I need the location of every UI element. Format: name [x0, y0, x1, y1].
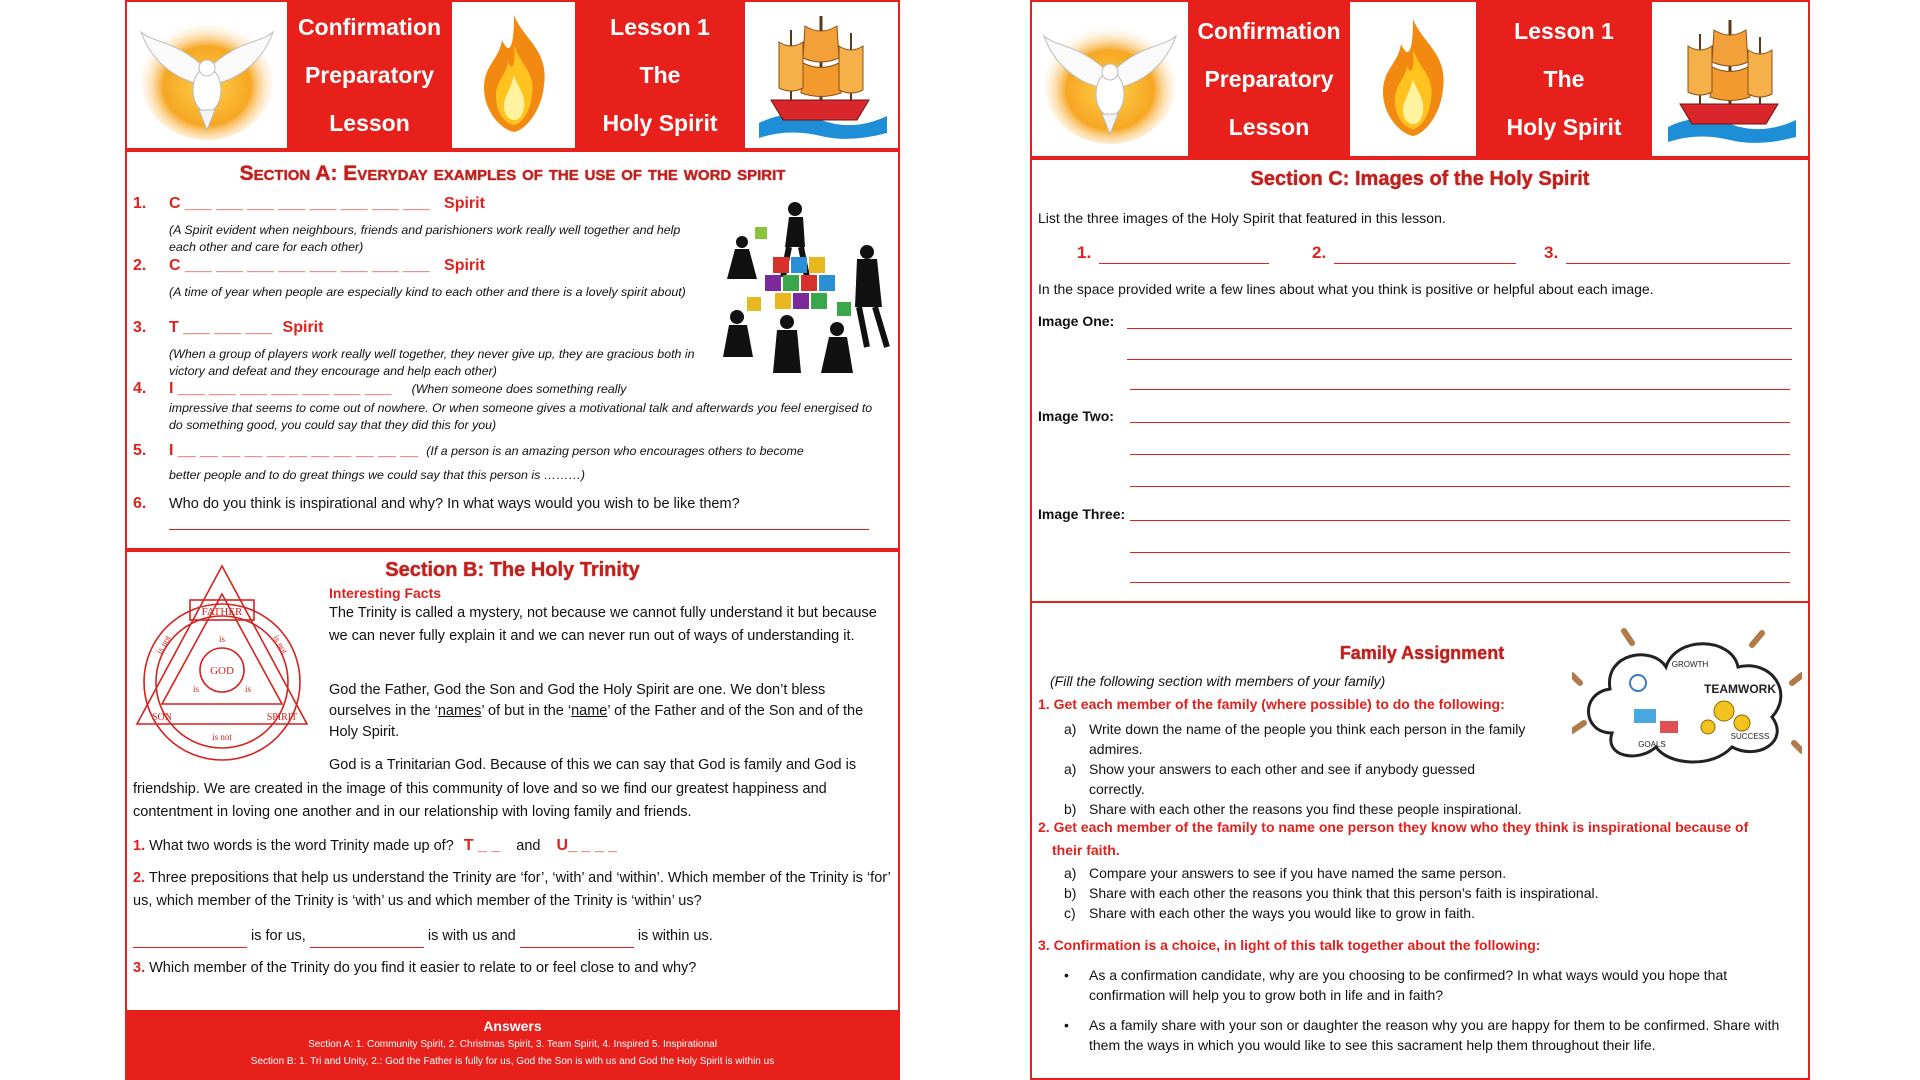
- image-list-line-3[interactable]: [1566, 263, 1790, 264]
- bullet-icon: •: [1064, 1017, 1069, 1033]
- trinity-isnot-label: is not: [154, 633, 173, 656]
- answer-t: T _ _: [463, 837, 501, 854]
- blank-within-label: is within us.: [637, 928, 713, 944]
- trinity-question-1: [133, 834, 893, 858]
- ship-icon: [749, 8, 894, 143]
- family-q1: 1. Get each member of the family (where possible) to do the following:: [1038, 696, 1505, 712]
- blank-with-label: is with us and: [427, 928, 516, 944]
- header-lesson-line: Lesson 1: [610, 14, 710, 40]
- list-item: [1064, 759, 1534, 799]
- section-b-title: Section B: The Holy Trinity: [385, 559, 640, 581]
- family-q2-list: [1064, 863, 1764, 923]
- trinity-question-2-blanks: [133, 925, 898, 948]
- para2-text: ’ of the Father and of the Son and of the Holy Spirit.: [329, 703, 864, 740]
- writing-line[interactable]: [1127, 328, 1792, 329]
- answer-blank: I __ __ __ __ __ __ __ __ __ __ __: [169, 442, 419, 459]
- trinity-question-3: [133, 957, 898, 980]
- para2-underline: name: [571, 703, 608, 719]
- question-number: 3.: [133, 960, 146, 976]
- item-hint-3: (When a group of players work really well together, they never give up, they are gracious both in victory and defeat and they encourage and help each other): [169, 347, 695, 378]
- writing-line[interactable]: [1130, 552, 1790, 553]
- item-hint-4: impressive that seems to come out of nowhere. Or when someone gives a motivational talk and afterwards you feel energised to do something good, you could say that they did this for you): [169, 401, 873, 432]
- trinity-father-label: FATHER: [201, 606, 243, 618]
- dove-icon: [137, 10, 277, 140]
- header-lesson: [1476, 2, 1652, 156]
- image-list-line-2[interactable]: [1334, 263, 1516, 264]
- item-number: 5.: [133, 442, 147, 459]
- trinity-paragraph-3-first: God is a Trinitarian God. Because of this we can say that God is family and God is: [329, 757, 857, 773]
- writing-line[interactable]: [1130, 582, 1790, 583]
- trinity-god-label: GOD: [210, 665, 234, 677]
- family-q2: [1038, 816, 1808, 862]
- section-c-instruction: In the space provided write a few lines about what you think is positive or helpful about each image.: [1038, 281, 1654, 297]
- answers-line-1: Section A: 1. Community Spirit, 2. Christmas Spirit, 3. Team Spirit, 4. Inspired 5. Inspirational: [308, 1039, 717, 1050]
- answer-u: U_ _ _ _: [556, 837, 618, 854]
- trinity-son-label: SON: [151, 712, 173, 723]
- blank-for-label: is for us,: [251, 928, 306, 944]
- para2-text: God the Father, God the Son and God the Holy Spirit are one. We don’t bless ourselves in the ‘: [329, 682, 826, 719]
- section-a-title: Section A: Everyday examples of the use of the word spirit: [239, 162, 786, 185]
- item-hint-5: better people and to do great things we could say that this person is ………): [169, 468, 586, 482]
- item-number: 6.: [133, 495, 147, 512]
- para2-underline: names: [437, 703, 482, 719]
- list-item: [1064, 965, 1799, 1005]
- writing-line[interactable]: [1130, 422, 1790, 423]
- question-text: Which member of the Trinity do you find it easier to relate to or feel close to and why?: [149, 960, 697, 976]
- image-list-line-1[interactable]: [1099, 263, 1269, 264]
- header-title-line: Preparatory: [1204, 66, 1334, 92]
- header-title: [1188, 2, 1350, 156]
- item-answer-3: [169, 319, 323, 337]
- list-number: 2.: [1312, 243, 1327, 262]
- answer-word: Spirit: [282, 319, 324, 336]
- list-item: [1064, 883, 1764, 903]
- item-number: 2.: [133, 257, 147, 274]
- item-number: 1.: [133, 195, 147, 212]
- question-text: What two words is the word Trinity made up of?: [149, 838, 454, 854]
- item-answer-2: [169, 257, 485, 275]
- list-item: [1064, 863, 1764, 883]
- answer-and: and: [516, 838, 541, 854]
- list-letter: b): [1064, 801, 1077, 817]
- teamwork-cloud-image: [1572, 623, 1802, 773]
- list-letter: a): [1064, 865, 1077, 881]
- answer-line[interactable]: [169, 529, 869, 530]
- item-hint-1: (A Spirit evident when neighbours, friends and parishioners work really well together and help each other and care for each other): [169, 223, 681, 254]
- list-number: 3.: [1544, 243, 1559, 262]
- left-page: [125, 0, 900, 1080]
- header-lesson-line: The: [1543, 66, 1585, 92]
- list-text: Compare your answers to see if you have named the same person.: [1089, 865, 1507, 881]
- answer-word: Spirit: [444, 257, 485, 274]
- answer-word: Spirit: [444, 195, 485, 212]
- item-question-6: Who do you think is inspirational and why? In what ways would you wish to be like them?: [169, 496, 740, 512]
- trinity-paragraph-1: The Trinity is called a mystery, not because we cannot fully understand it but because we can never fully explain it and we can never run out of ways of understanding it.: [329, 605, 877, 644]
- trinity-question-2: [133, 867, 898, 913]
- para2-text: ’ of but in the ‘: [481, 703, 572, 719]
- cloud-word: GOALS: [1638, 740, 1666, 749]
- list-letter: a): [1064, 721, 1077, 737]
- trinity-spirit-label: SPIRIT: [266, 712, 298, 723]
- family-q2-line-1: 2. Get each member of the family to name one person they know who they think is inspirational because of: [1038, 819, 1749, 835]
- cloud-word: GROWTH: [1671, 660, 1709, 669]
- header-title-line: Confirmation: [297, 14, 442, 40]
- answers-line-2: Section B: 1. Tri and Unity, 2.: God the Father is fully for us, God the Son is with us and God the Holy Spirit is within us: [250, 1056, 775, 1067]
- trinity-is-label: is: [218, 634, 226, 644]
- family-q3: 3. Confirmation is a choice, in light of this talk together about the following:: [1038, 937, 1541, 953]
- trinity-is-label: is: [192, 684, 200, 694]
- list-text: Share with each other the reasons you find these people inspirational.: [1089, 801, 1522, 817]
- item-answer-4: [169, 380, 627, 398]
- dove-icon: [1040, 14, 1180, 144]
- question-text: Three prepositions that help us understand the Trinity are ‘for’, ‘with’ and ‘within’. Which member of the Trinity is ‘for’ us, which member of the Trinity is ‘with’ us and which member of the Trinity is ‘within’ us?: [133, 870, 891, 909]
- list-text: Write down the name of the people you think each person in the family admires.: [1089, 721, 1526, 757]
- list-text: As a family share with your son or daughter the reason why you are happy for them to be confirmed. Share with them the ways in which you would like to see this sacrament help them throughout their life.: [1089, 1017, 1780, 1053]
- header-lesson: [575, 2, 745, 148]
- ship-image: [1652, 2, 1808, 156]
- ship-icon: [1658, 12, 1803, 147]
- dove-image: [127, 2, 287, 148]
- item-number: 3.: [133, 319, 147, 336]
- header-lesson-line: Holy Spirit: [602, 110, 718, 136]
- family-title: Family Assignment: [1339, 643, 1505, 663]
- writing-line[interactable]: [1130, 486, 1790, 487]
- writing-line[interactable]: [1127, 359, 1792, 360]
- blank-within[interactable]: [520, 931, 634, 948]
- question-number: 1.: [133, 838, 146, 854]
- list-text: As a confirmation candidate, why are you choosing to be confirmed? In what ways would you hope that confirmation will help you to grow both in life and in faith?: [1089, 967, 1728, 1003]
- family-assignment: [1030, 603, 1810, 1080]
- family-q2-line-2: their faith.: [1052, 842, 1120, 858]
- trinity-paragraph-2: [329, 680, 889, 743]
- blank-with[interactable]: [310, 931, 424, 948]
- dove-image: [1032, 2, 1188, 156]
- trinity-diagram: [132, 564, 312, 774]
- list-text: Show your answers to each other and see if anybody guessed correctly.: [1089, 761, 1476, 797]
- section-a: [125, 150, 900, 550]
- item-hint-inline: (If a person is an amazing person who encourages others to become: [426, 444, 804, 458]
- facts-heading: Interesting Facts: [329, 585, 442, 601]
- cloud-word: SUCCESS: [1730, 732, 1770, 741]
- item-number: 4.: [133, 380, 147, 397]
- right-page: [1030, 0, 1810, 1080]
- item-answer-1: [169, 195, 485, 213]
- answer-blank: I ___ ___ ___ ___ ___ ___ ___: [169, 380, 392, 397]
- item-answer-5: [169, 442, 804, 460]
- flame-icon: [1363, 14, 1463, 144]
- section-c-title: Section C: Images of the Holy Spirit: [1250, 168, 1590, 190]
- list-item: [1064, 719, 1534, 759]
- list-text: Share with each other the reasons you think that this person’s faith is inspirational.: [1089, 885, 1599, 901]
- answer-blank: T ___ ___ ___: [169, 319, 273, 336]
- writing-line[interactable]: [1130, 454, 1790, 455]
- question-number: 2.: [133, 870, 146, 886]
- right-header: [1030, 0, 1810, 158]
- list-item: [1064, 903, 1764, 923]
- item-hint-2: (A time of year when people are especially kind to each other and there is a lovely spirit about): [169, 285, 686, 299]
- trinity-paragraph-3: friendship. We are created in the image of this community of love and so we find our greatest happiness and contentment in loving one another and in our relationship with loving family and friends.: [133, 781, 827, 820]
- blank-for[interactable]: [133, 931, 247, 948]
- header-title-line: Lesson: [1228, 114, 1310, 140]
- teamwork-puzzle-image: [717, 197, 897, 377]
- section-c: [1030, 158, 1810, 603]
- header-lesson-line: Holy Spirit: [1506, 114, 1622, 140]
- writing-line[interactable]: [1130, 389, 1790, 390]
- list-text: Share with each other the ways you would like to grow in faith.: [1089, 905, 1475, 921]
- header-lesson-line: Lesson 1: [1514, 18, 1614, 44]
- list-letter: c): [1064, 905, 1076, 921]
- section-c-intro: List the three images of the Holy Spirit that featured in this lesson.: [1038, 210, 1446, 226]
- image-label: Image Three:: [1038, 506, 1126, 522]
- header-title-line: Confirmation: [1197, 18, 1341, 44]
- list-item: [1064, 1015, 1799, 1055]
- flame-image: [452, 2, 575, 148]
- list-letter: b): [1064, 885, 1077, 901]
- header-title-line: Preparatory: [304, 62, 435, 88]
- list-number: 1.: [1077, 243, 1092, 262]
- ship-image: [745, 2, 898, 148]
- image-label: Image Two:: [1038, 408, 1114, 424]
- image-label: Image One:: [1038, 313, 1115, 329]
- answers-box: [125, 1010, 900, 1080]
- header-title-line: Lesson: [329, 110, 410, 136]
- writing-line[interactable]: [1130, 520, 1790, 521]
- answers-heading: Answers: [483, 1018, 542, 1034]
- header-title: [287, 2, 452, 148]
- item-hint-inline: (When someone does something really: [411, 382, 627, 396]
- list-letter: a): [1064, 761, 1077, 777]
- left-header: [125, 0, 900, 150]
- flame-image: [1350, 2, 1476, 156]
- flame-icon: [464, 10, 564, 140]
- cloud-word: TEAMWORK: [1704, 682, 1776, 696]
- family-subtitle: (Fill the following section with members of your family): [1050, 673, 1386, 689]
- header-lesson-line: The: [639, 62, 681, 88]
- section-b: [125, 550, 900, 1010]
- family-q1-list: [1064, 719, 1534, 819]
- trinity-is-label: is: [244, 684, 252, 694]
- trinity-isnot-label: is not: [271, 633, 290, 656]
- answer-blank: C ___ ___ ___ ___ ___ ___ ___ ___: [169, 195, 430, 212]
- trinity-isnot-label: is not: [212, 732, 232, 742]
- bullet-icon: •: [1064, 967, 1069, 983]
- family-q3-list: [1064, 965, 1799, 1055]
- answer-blank: C ___ ___ ___ ___ ___ ___ ___ ___: [169, 257, 430, 274]
